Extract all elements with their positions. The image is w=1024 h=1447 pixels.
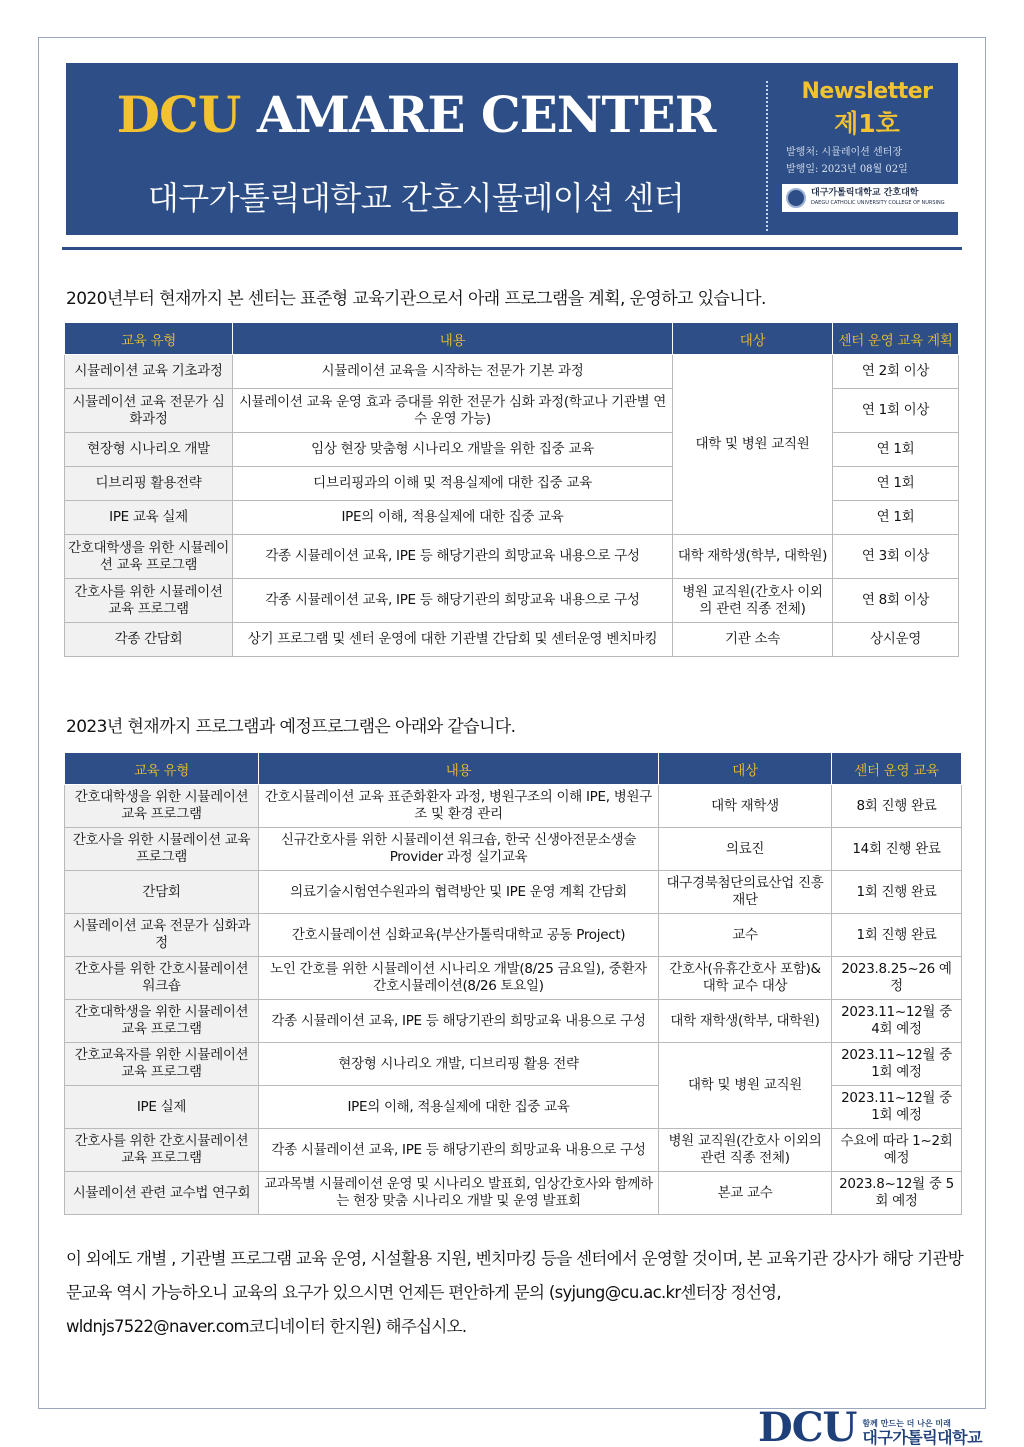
- column-header: 내용: [259, 753, 659, 785]
- table-header-row: [65, 323, 959, 355]
- table-row: [65, 828, 962, 871]
- table-row: [65, 623, 959, 657]
- dcu-logo: DCU: [758, 1404, 857, 1447]
- program-content: 시뮬레이션 교육 운영 효과 증대를 위한 전문가 심화 과정(학교나 기관별 연수 운영 가능): [233, 389, 673, 433]
- publish-date: 발행일: 2023년 08월 02일: [786, 164, 908, 175]
- program-type: 간호대학생을 위한 시뮬레이션 교육 프로그램: [65, 785, 259, 828]
- program-type: 간호교육자를 위한 시뮬레이션 교육 프로그램: [65, 1043, 259, 1086]
- program-type: 간호사를 위한 시뮬레이션 교육 프로그램: [65, 579, 233, 623]
- table-row: [65, 1172, 962, 1215]
- header-banner: [66, 63, 958, 235]
- program-content: IPE의 이해, 적용실제에 대한 집중 교육: [233, 501, 673, 535]
- program-status: 2023.8~12월 중 5회 예정: [832, 1172, 962, 1215]
- program-type: 각종 간담회: [65, 623, 233, 657]
- program-content: 간호시뮬레이션 교육 표준화환자 과정, 병원구조의 이해 IPE, 병원구조 및 환경 관리: [259, 785, 659, 828]
- table-row: [65, 871, 962, 914]
- newsletter-label: Newsletter: [801, 79, 933, 104]
- table-row: [65, 914, 962, 957]
- banner-main: [66, 63, 766, 235]
- program-content: 각종 시뮬레이션 교육, IPE 등 해당기관의 희망교육 내용으로 구성: [233, 579, 673, 623]
- program-status: 8회 진행 완료: [832, 785, 962, 828]
- program-type: 현장형 시나리오 개발: [65, 433, 233, 467]
- program-type: 시뮬레이션 교육 전문가 심화과정: [65, 389, 233, 433]
- program-status-table: [64, 752, 962, 1215]
- program-target: 기관 소속: [673, 623, 833, 657]
- program-target: 대학 및 병원 교직원: [659, 1043, 832, 1129]
- program-content: 각종 시뮬레이션 교육, IPE 등 해당기관의 희망교육 내용으로 구성: [259, 1129, 659, 1172]
- program-status: 1회 진행 완료: [832, 871, 962, 914]
- college-badge: [782, 184, 960, 212]
- program-target: 간호사(유휴간호사 포함)& 대학 교수 대상: [659, 957, 832, 1000]
- college-seal-icon: [786, 188, 806, 208]
- publisher: 발행처: 시뮬레이션 센터장: [786, 147, 902, 158]
- program-plan: 연 8회 이상: [833, 579, 959, 623]
- table-row: [65, 1129, 962, 1172]
- program-plan: 연 1회: [833, 501, 959, 535]
- program-plan: 연 1회: [833, 433, 959, 467]
- title-accent: DCU: [116, 85, 241, 144]
- badge-name: 대구가톨릭대학교 간호대학: [811, 188, 919, 198]
- program-type: 간호사를 위한 간호시뮬레이션 워크숍: [65, 957, 259, 1000]
- table-row: [65, 1000, 962, 1043]
- program-plan: 연 3회 이상: [833, 535, 959, 579]
- program-content: 시뮬레이션 교육을 시작하는 전문가 기본 과정: [233, 355, 673, 389]
- program-content: 임상 현장 맞춤형 시나리오 개발을 위한 집중 교육: [233, 433, 673, 467]
- center-subtitle: 대구가톨릭대학교 간호시뮬레이션 센터: [147, 179, 685, 217]
- program-target: 본교 교수: [659, 1172, 832, 1215]
- program-plan: 연 1회 이상: [833, 389, 959, 433]
- section2-intro: 2023년 현재까지 프로그램과 예정프로그램은 아래와 같습니다.: [66, 717, 516, 737]
- newsletter-info: [782, 79, 952, 229]
- column-header: 대상: [659, 753, 832, 785]
- program-target: 병원 교직원(간호사 이외의 관련 직종 전체): [659, 1129, 832, 1172]
- table-row: [65, 535, 959, 579]
- program-content: 각종 시뮬레이션 교육, IPE 등 해당기관의 희망교육 내용으로 구성: [259, 1000, 659, 1043]
- table-header-row: [65, 753, 962, 785]
- program-target: 대학 및 병원 교직원: [673, 355, 833, 535]
- program-type: 시뮬레이션 교육 전문가 심화과정: [65, 914, 259, 957]
- table-row: [65, 785, 962, 828]
- column-header: 센터 운영 교육: [832, 753, 962, 785]
- header-rule: [62, 247, 962, 250]
- column-header: 내용: [233, 323, 673, 355]
- table-row: [65, 1043, 962, 1086]
- program-status: 2023.11~12월 중 1회 예정: [832, 1086, 962, 1129]
- footer-university: 대구가톨릭대학교: [862, 1428, 983, 1447]
- issue-number: 제1호: [834, 109, 900, 138]
- program-status: 1회 진행 완료: [832, 914, 962, 957]
- column-header: 센터 운영 교육 계획: [833, 323, 959, 355]
- program-type: IPE 실제: [65, 1086, 259, 1129]
- program-target: 대학 재학생(학부, 대학원): [673, 535, 833, 579]
- program-plan: 연 1회: [833, 467, 959, 501]
- badge-english: DAEGU CATHOLIC UNIVERSITY COLLEGE OF NURSING: [811, 200, 945, 206]
- column-header: 교육 유형: [65, 753, 259, 785]
- title-rest: AMARE CENTER: [256, 85, 716, 144]
- program-target: 의료진: [659, 828, 832, 871]
- program-status: 14회 진행 완료: [832, 828, 962, 871]
- section1-intro: 2020년부터 현재까지 본 센터는 표준형 교육기관으로서 아래 프로그램을 계획, 운영하고 있습니다.: [66, 289, 766, 309]
- program-content: 각종 시뮬레이션 교육, IPE 등 해당기관의 희망교육 내용으로 구성: [233, 535, 673, 579]
- center-title: [66, 85, 766, 144]
- program-content: 신규간호사를 위한 시뮬레이션 워크숍, 한국 신생아전문소생술 Provider 과정 실기교육: [259, 828, 659, 871]
- program-type: 디브리핑 활용전략: [65, 467, 233, 501]
- program-status: 수요에 따라 1~2회 예정: [832, 1129, 962, 1172]
- program-type: 간호사을 위한 시뮬레이션 교육 프로그램: [65, 828, 259, 871]
- program-target: 대학 재학생(학부, 대학원): [659, 1000, 832, 1043]
- footer-slogan: 함께 만드는 더 나은 미래: [862, 1419, 951, 1428]
- program-content: 노인 간호를 위한 시뮬레이션 시나리오 개발(8/25 금요일), 중환자 간호시뮬레이션(8/26 토요일): [259, 957, 659, 1000]
- program-type: 시뮬레이션 교육 기초과정: [65, 355, 233, 389]
- program-target: 병원 교직원(간호사 이외의 관련 직종 전체): [673, 579, 833, 623]
- program-type: IPE 교육 실제: [65, 501, 233, 535]
- program-content: 간호시뮬레이션 심화교육(부산가톨릭대학교 공동 Project): [259, 914, 659, 957]
- column-header: 교육 유형: [65, 323, 233, 355]
- program-type: 간호사를 위한 간호시뮬레이션 교육 프로그램: [65, 1129, 259, 1172]
- table-row: [65, 957, 962, 1000]
- program-plan: 상시운영: [833, 623, 959, 657]
- program-status: 2023.11~12월 중 4회 예정: [832, 1000, 962, 1043]
- program-type: 간호대학생을 위한 시뮬레이션 교육 프로그램: [65, 535, 233, 579]
- program-status: 2023.8.25~26 예정: [832, 957, 962, 1000]
- table-row: [65, 579, 959, 623]
- table-row: [65, 355, 959, 389]
- program-type: 간담회: [65, 871, 259, 914]
- program-target: 교수: [659, 914, 832, 957]
- column-header: 대상: [673, 323, 833, 355]
- closing-paragraph: 이 외에도 개별 , 기관별 프로그램 교육 운영, 시설활용 지원, 벤치마킹 등을 센터에서 운영할 것이며, 본 교육기관 강사가 해당 기관방문교육 역시 가능하오니 교육의 요구가 있으시면 언제든 편안하게 문의 (syjung@cu.ac.kr센터장 정선영, wldnjs7522@naver.com코디네이터 한지원) 해주십시오.: [66, 1249, 963, 1336]
- program-content: 교과목별 시뮬레이션 운영 및 시나리오 발표회, 임상간호사와 함께하는 현장 맞춤 시나리오 개발 및 운영 발표회: [259, 1172, 659, 1215]
- program-content: 디브리핑과의 이해 및 적용실제에 대한 집중 교육: [233, 467, 673, 501]
- program-plan: 연 2회 이상: [833, 355, 959, 389]
- program-status: 2023.11~12월 중 1회 예정: [832, 1043, 962, 1086]
- program-type: 시뮬레이션 관련 교수법 연구회: [65, 1172, 259, 1215]
- banner-divider: [766, 81, 776, 231]
- program-plan-table: [64, 322, 959, 657]
- program-type: 간호대학생을 위한 시뮬레이션 교육 프로그램: [65, 1000, 259, 1043]
- program-content: 현장형 시나리오 개발, 디브리핑 활용 전략: [259, 1043, 659, 1086]
- program-content: IPE의 이해, 적용실제에 대한 집중 교육: [259, 1086, 659, 1129]
- program-target: 대구경북첨단의료산업 진흥재단: [659, 871, 832, 914]
- program-content: 상기 프로그램 및 센터 운영에 대한 기관별 간담회 및 센터운영 벤치마킹: [233, 623, 673, 657]
- program-content: 의료기술시험연수원과의 협력방안 및 IPE 운영 계획 간담회: [259, 871, 659, 914]
- program-target: 대학 재학생: [659, 785, 832, 828]
- footer-logo: [758, 1404, 983, 1447]
